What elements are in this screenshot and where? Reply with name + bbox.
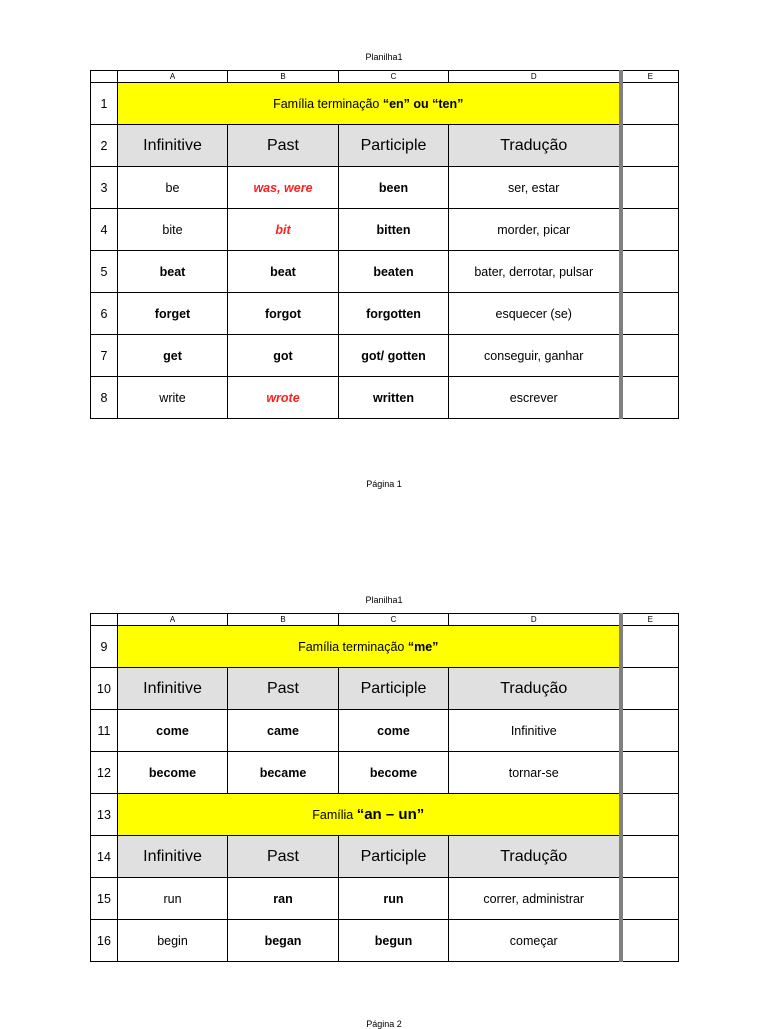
row-number[interactable]: 11 bbox=[91, 710, 118, 752]
row-number[interactable]: 6 bbox=[91, 293, 118, 335]
empty-cell-e[interactable] bbox=[621, 125, 679, 167]
data-cell[interactable]: beat bbox=[228, 251, 339, 293]
data-cell[interactable]: morder, picar bbox=[449, 209, 621, 251]
header-cell[interactable]: Participle bbox=[339, 836, 449, 878]
column-header-d[interactable]: D bbox=[449, 614, 621, 626]
column-header-e[interactable]: E bbox=[621, 71, 679, 83]
table-row bbox=[91, 83, 679, 125]
header-cell[interactable]: Infinitive bbox=[118, 836, 228, 878]
data-cell[interactable]: bater, derrotar, pulsar bbox=[449, 251, 621, 293]
section-title-cell[interactable] bbox=[118, 794, 621, 836]
row-number[interactable]: 1 bbox=[91, 83, 118, 125]
table-row bbox=[91, 836, 679, 878]
table-row bbox=[91, 794, 679, 836]
header-cell[interactable]: Past bbox=[228, 668, 339, 710]
empty-cell-e[interactable] bbox=[621, 251, 679, 293]
section-title-cell[interactable] bbox=[118, 626, 621, 668]
data-cell[interactable]: bit bbox=[228, 209, 339, 251]
header-cell[interactable]: Infinitive bbox=[118, 125, 228, 167]
row-number[interactable]: 9 bbox=[91, 626, 118, 668]
data-cell[interactable]: write bbox=[118, 377, 228, 419]
data-cell[interactable]: forget bbox=[118, 293, 228, 335]
header-cell[interactable]: Tradução bbox=[449, 668, 621, 710]
column-header-c[interactable]: C bbox=[339, 614, 449, 626]
empty-cell-e[interactable] bbox=[621, 920, 679, 962]
header-cell[interactable]: Participle bbox=[339, 125, 449, 167]
sheet-name-2: Planilha1 bbox=[365, 595, 403, 605]
data-cell[interactable]: ser, estar bbox=[449, 167, 621, 209]
data-cell[interactable]: beat bbox=[118, 251, 228, 293]
empty-cell-e[interactable] bbox=[621, 167, 679, 209]
table-row bbox=[91, 377, 679, 419]
column-header-b[interactable]: B bbox=[228, 71, 339, 83]
section-title-text: Família terminação bbox=[298, 639, 408, 654]
column-header-a[interactable]: A bbox=[118, 71, 228, 83]
data-cell[interactable]: forgot bbox=[228, 293, 339, 335]
data-cell[interactable]: been bbox=[339, 167, 449, 209]
column-header-e[interactable]: E bbox=[621, 614, 679, 626]
table-row bbox=[91, 668, 679, 710]
header-cell[interactable]: Past bbox=[228, 125, 339, 167]
spreadsheet-grid-2 bbox=[90, 613, 679, 962]
header-cell[interactable]: Past bbox=[228, 836, 339, 878]
header-cell[interactable]: Participle bbox=[339, 668, 449, 710]
table-row bbox=[91, 209, 679, 251]
section-title-text: Família terminação bbox=[273, 96, 383, 111]
data-cell[interactable]: become bbox=[118, 752, 228, 794]
empty-cell-e[interactable] bbox=[621, 377, 679, 419]
table-row bbox=[91, 125, 679, 167]
data-cell[interactable]: wrote bbox=[228, 377, 339, 419]
spreadsheet-grid-1 bbox=[90, 70, 679, 419]
empty-cell-e[interactable] bbox=[621, 626, 679, 668]
row-number[interactable]: 14 bbox=[91, 836, 118, 878]
data-cell[interactable]: forgotten bbox=[339, 293, 449, 335]
data-cell[interactable]: get bbox=[118, 335, 228, 377]
empty-cell-e[interactable] bbox=[621, 668, 679, 710]
row-number[interactable]: 2 bbox=[91, 125, 118, 167]
data-cell[interactable]: was, were bbox=[228, 167, 339, 209]
section-title-text: Família bbox=[312, 808, 357, 822]
table-row bbox=[91, 251, 679, 293]
table-row bbox=[91, 167, 679, 209]
data-cell[interactable]: tornar-se bbox=[449, 752, 621, 794]
empty-cell-e[interactable] bbox=[621, 209, 679, 251]
header-cell[interactable]: Infinitive bbox=[118, 668, 228, 710]
column-header-b[interactable]: B bbox=[228, 614, 339, 626]
column-header-c[interactable]: C bbox=[339, 71, 449, 83]
data-cell[interactable]: become bbox=[339, 752, 449, 794]
data-cell[interactable]: run bbox=[339, 878, 449, 920]
data-cell[interactable]: became bbox=[228, 752, 339, 794]
table-row bbox=[91, 626, 679, 668]
empty-cell-e[interactable] bbox=[621, 752, 679, 794]
row-number[interactable]: 4 bbox=[91, 209, 118, 251]
row-number[interactable]: 12 bbox=[91, 752, 118, 794]
row-number[interactable]: 7 bbox=[91, 335, 118, 377]
data-cell[interactable]: got/ gotten bbox=[339, 335, 449, 377]
empty-cell-e[interactable] bbox=[621, 335, 679, 377]
data-cell[interactable]: beaten bbox=[339, 251, 449, 293]
data-cell[interactable]: escrever bbox=[449, 377, 621, 419]
sheet-name-1: Planilha1 bbox=[365, 52, 403, 62]
data-cell[interactable]: bitten bbox=[339, 209, 449, 251]
header-cell[interactable]: Tradução bbox=[449, 125, 621, 167]
column-header-d[interactable]: D bbox=[449, 71, 621, 83]
corner-cell bbox=[91, 614, 118, 626]
data-cell[interactable]: começar bbox=[449, 920, 621, 962]
empty-cell-e[interactable] bbox=[621, 293, 679, 335]
empty-cell-e[interactable] bbox=[621, 878, 679, 920]
row-number[interactable]: 15 bbox=[91, 878, 118, 920]
data-cell[interactable]: correr, administrar bbox=[449, 878, 621, 920]
row-number[interactable]: 8 bbox=[91, 377, 118, 419]
page-footer-1: Página 1 bbox=[366, 479, 402, 489]
data-cell[interactable]: got bbox=[228, 335, 339, 377]
data-cell[interactable]: Infinitive bbox=[449, 710, 621, 752]
data-cell[interactable]: began bbox=[228, 920, 339, 962]
section-title-highlight: “me” bbox=[407, 639, 439, 654]
table-row bbox=[91, 878, 679, 920]
data-cell[interactable]: conseguir, ganhar bbox=[449, 335, 621, 377]
data-cell[interactable]: begun bbox=[339, 920, 449, 962]
row-number[interactable]: 13 bbox=[91, 794, 118, 836]
table-row bbox=[91, 335, 679, 377]
column-header-a[interactable]: A bbox=[118, 614, 228, 626]
header-cell[interactable]: Tradução bbox=[449, 836, 621, 878]
table-row bbox=[91, 293, 679, 335]
row-number[interactable]: 3 bbox=[91, 167, 118, 209]
data-cell[interactable]: come bbox=[339, 710, 449, 752]
data-cell[interactable]: came bbox=[228, 710, 339, 752]
row-number[interactable]: 10 bbox=[91, 668, 118, 710]
empty-cell-e[interactable] bbox=[621, 710, 679, 752]
data-cell[interactable]: esquecer (se) bbox=[449, 293, 621, 335]
empty-cell-e[interactable] bbox=[621, 83, 679, 125]
section-title-highlight: “an – un” bbox=[356, 806, 425, 823]
section-title-highlight: “en” ou “ten” bbox=[382, 96, 464, 111]
table-row bbox=[91, 752, 679, 794]
data-cell[interactable]: ran bbox=[228, 878, 339, 920]
section-title-cell[interactable] bbox=[118, 83, 621, 125]
data-cell[interactable]: bite bbox=[118, 209, 228, 251]
row-number[interactable]: 5 bbox=[91, 251, 118, 293]
empty-cell-e[interactable] bbox=[621, 794, 679, 836]
table-row bbox=[91, 710, 679, 752]
corner-cell bbox=[91, 71, 118, 83]
data-cell[interactable]: run bbox=[118, 878, 228, 920]
data-cell[interactable]: begin bbox=[118, 920, 228, 962]
data-cell[interactable]: written bbox=[339, 377, 449, 419]
page-footer-2: Página 2 bbox=[366, 1019, 402, 1029]
data-cell[interactable]: come bbox=[118, 710, 228, 752]
data-cell[interactable]: be bbox=[118, 167, 228, 209]
row-number[interactable]: 16 bbox=[91, 920, 118, 962]
table-row bbox=[91, 920, 679, 962]
empty-cell-e[interactable] bbox=[621, 836, 679, 878]
